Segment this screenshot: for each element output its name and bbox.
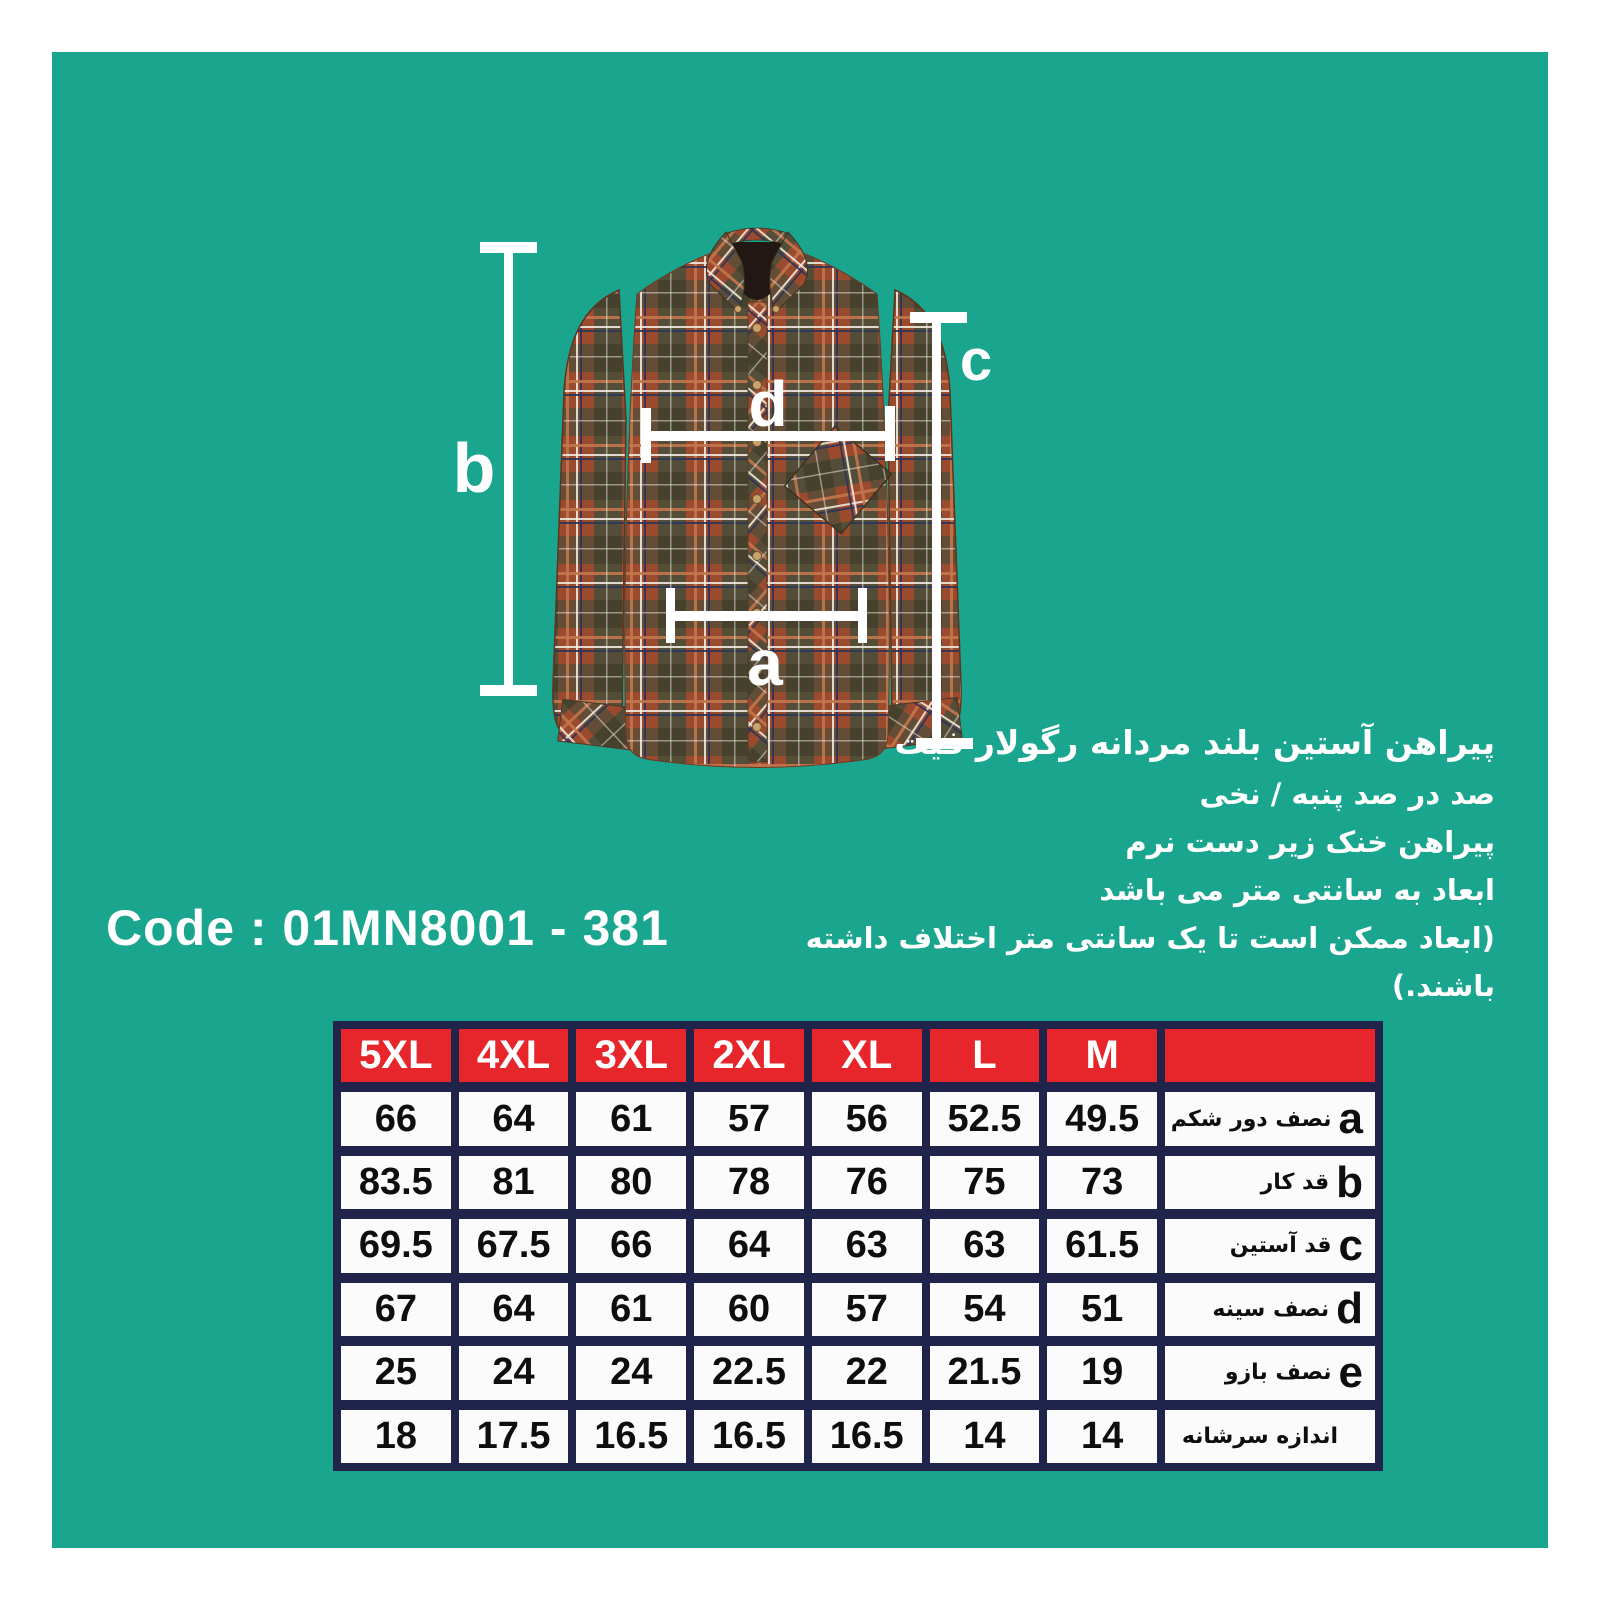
size-cell: 24 xyxy=(459,1346,569,1399)
measure-label-c: c xyxy=(959,328,993,393)
measure-label-d: d xyxy=(748,368,788,440)
column-header-m: M xyxy=(1047,1029,1157,1082)
size-cell: 56 xyxy=(812,1092,922,1145)
size-cell: 67 xyxy=(341,1283,451,1336)
size-cell: 75 xyxy=(930,1156,1040,1209)
row-label-e xyxy=(1165,1346,1375,1399)
row-label-d xyxy=(1165,1283,1375,1336)
product-description xyxy=(735,716,1495,1010)
size-cell: 69.5 xyxy=(341,1219,451,1272)
description-line-1: پیراهن آستین بلند مردانه رگولار فیت xyxy=(894,723,1495,762)
size-cell: 66 xyxy=(576,1219,686,1272)
size-cell: 25 xyxy=(341,1346,451,1399)
column-header-xl: XL xyxy=(812,1029,922,1082)
size-cell: 63 xyxy=(812,1219,922,1272)
row-label-text: قد آستین xyxy=(1229,1233,1332,1259)
column-header-5xl: 5XL xyxy=(341,1029,451,1082)
row-label-text: قد کار xyxy=(1260,1170,1330,1196)
column-header-2xl: 2XL xyxy=(694,1029,804,1082)
column-header-labels xyxy=(1165,1029,1375,1082)
size-cell: 19 xyxy=(1047,1346,1157,1399)
row-letter: e xyxy=(1338,1347,1363,1397)
size-cell: 57 xyxy=(812,1283,922,1336)
product-code-text: Code : 01MN8001 - 381 xyxy=(106,900,669,956)
row-label-c xyxy=(1165,1219,1375,1272)
shirt-size-diagram xyxy=(430,180,1010,800)
size-cell: 64 xyxy=(459,1092,569,1145)
size-cell: 83.5 xyxy=(341,1156,451,1209)
size-cell: 51 xyxy=(1047,1283,1157,1336)
size-cell: 61 xyxy=(576,1092,686,1145)
column-header-l: L xyxy=(930,1029,1040,1082)
size-cell: 16.5 xyxy=(812,1410,922,1463)
row-label-text: نصف دور شکم xyxy=(1170,1106,1332,1132)
size-cell: 18 xyxy=(341,1410,451,1463)
column-header-4xl: 4XL xyxy=(459,1029,569,1082)
size-cell: 73 xyxy=(1047,1156,1157,1209)
size-cell: 14 xyxy=(1047,1410,1157,1463)
row-label-text: نصف سینه xyxy=(1212,1296,1330,1322)
row-label-text: اندازه سرشانه xyxy=(1181,1423,1338,1449)
row-label-shoulder xyxy=(1165,1410,1375,1463)
size-cell: 16.5 xyxy=(694,1410,804,1463)
row-label-a xyxy=(1165,1092,1375,1145)
size-cell: 21.5 xyxy=(930,1346,1040,1399)
description-line-4: ابعاد به سانتی متر می باشد xyxy=(1099,873,1495,907)
description-line-5: (ابعاد ممکن است تا یک سانتی متر اختلاف داشته باشند.) xyxy=(805,921,1495,1003)
size-cell: 64 xyxy=(694,1219,804,1272)
size-table xyxy=(333,1021,1383,1471)
size-cell: 16.5 xyxy=(576,1410,686,1463)
row-label-text: نصف بازو xyxy=(1224,1360,1332,1386)
description-line-3: پیراهن خنک زیر دست نرم xyxy=(1125,825,1495,859)
size-cell: 24 xyxy=(576,1346,686,1399)
measure-label-a: a xyxy=(747,627,783,699)
size-cell: 63 xyxy=(930,1219,1040,1272)
size-cell: 64 xyxy=(459,1283,569,1336)
size-cell: 67.5 xyxy=(459,1219,569,1272)
size-cell: 61 xyxy=(576,1283,686,1336)
row-label-b xyxy=(1165,1156,1375,1209)
size-cell: 66 xyxy=(341,1092,451,1145)
description-line-2: صد در صد پنبه / نخی xyxy=(1199,777,1495,811)
size-cell: 22.5 xyxy=(694,1346,804,1399)
size-cell: 54 xyxy=(930,1283,1040,1336)
size-cell: 61.5 xyxy=(1047,1219,1157,1272)
size-cell: 60 xyxy=(694,1283,804,1336)
column-header-3xl: 3XL xyxy=(576,1029,686,1082)
row-letter: b xyxy=(1336,1157,1363,1207)
size-cell: 81 xyxy=(459,1156,569,1209)
size-cell: 52.5 xyxy=(930,1092,1040,1145)
row-letter: d xyxy=(1336,1284,1363,1334)
row-letter: c xyxy=(1338,1220,1363,1270)
size-cell: 80 xyxy=(576,1156,686,1209)
size-cell: 17.5 xyxy=(459,1410,569,1463)
row-letter: a xyxy=(1338,1094,1363,1144)
measure-label-b: b xyxy=(452,429,496,507)
size-cell: 14 xyxy=(930,1410,1040,1463)
size-cell: 49.5 xyxy=(1047,1092,1157,1145)
size-cell: 76 xyxy=(812,1156,922,1209)
size-cell: 78 xyxy=(694,1156,804,1209)
size-cell: 57 xyxy=(694,1092,804,1145)
size-cell: 22 xyxy=(812,1346,922,1399)
